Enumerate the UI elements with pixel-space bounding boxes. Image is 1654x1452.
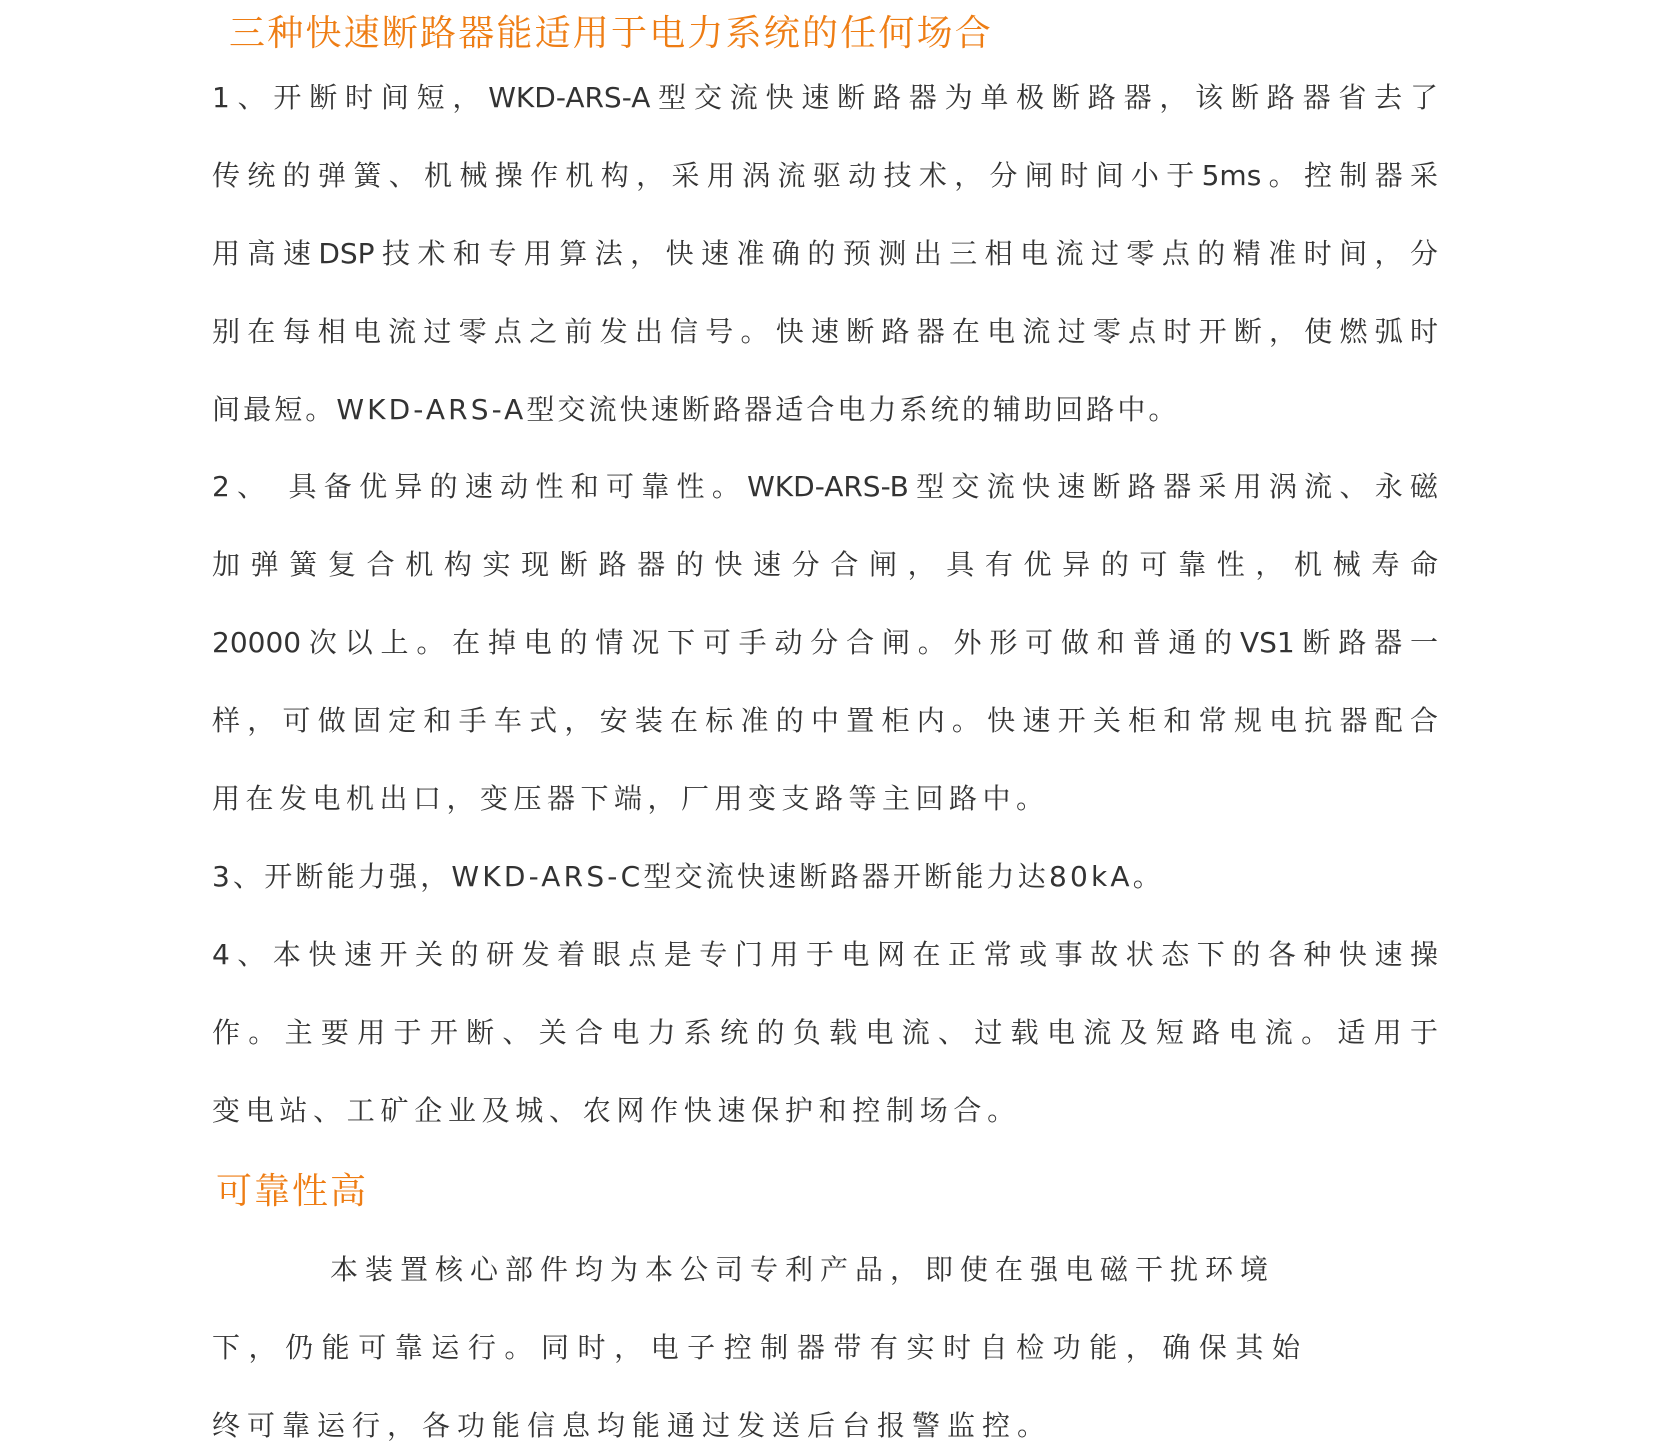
paragraph-line: 变电站、工矿企业及城、农网作快速保护和控制场合。 <box>212 1094 1021 1127</box>
paragraph-line: 用高速DSP技术和专用算法，快速准确的预测出三相电流过零点的精准时间，分 <box>212 237 1438 270</box>
paragraph-line: 2、 具备优异的速动性和可靠性。WKD-ARS-B型交流快速断路器采用涡流、永磁 <box>212 470 1438 503</box>
paragraph-line: 3、开断能力强，WKD-ARS-C型交流快速断路器开断能力达80kA。 <box>212 860 1164 893</box>
paragraph-line: 间最短。WKD-ARS-A型交流快速断路器适合电力系统的辅助回路中。 <box>212 393 1180 426</box>
section-title-any-occasion: 三种快速断路器能适用于电力系统的任何场合 <box>229 13 994 54</box>
paragraph-line: 下，仍能可靠运行。同时，电子控制器带有实时自检功能，确保其始 <box>212 1331 1300 1364</box>
paragraph-line: 20000次以上。在掉电的情况下可手动分合闸。外形可做和普通的VS1断路器一 <box>212 626 1438 659</box>
paragraph-line: 用在发电机出口，变压器下端，厂用变支路等主回路中。 <box>212 782 1050 815</box>
paragraph-line: 1、开断时间短，WKD-ARS-A型交流快速断路器为单极断路器，该断路器省去了 <box>212 81 1438 114</box>
section-title-high-reliability: 可靠性高 <box>216 1171 369 1212</box>
paragraph-line: 别在每相电流过零点之前发出信号。快速断路器在电流过零点时开断，使燃弧时 <box>212 315 1438 348</box>
paragraph-line: 4、本快速开关的研发着眼点是专门用于电网在正常或事故状态下的各种快速操 <box>212 938 1438 971</box>
paragraph-line: 加弹簧复合机构实现断路器的快速分合闸，具有优异的可靠性，机械寿命 <box>212 548 1438 581</box>
paragraph-line: 作。主要用于开断、关合电力系统的负载电流、过载电流及短路电流。适用于 <box>212 1016 1438 1049</box>
paragraph-line: 本装置核心部件均为本公司专利产品，即使在强电磁干扰环境 <box>330 1253 1276 1286</box>
paragraph-line: 传统的弹簧、机械操作机构，采用涡流驱动技术，分闸时间小于5ms。控制器采 <box>212 159 1438 192</box>
paragraph-line: 样，可做固定和手车式，安装在标准的中置柜内。快速开关柜和常规电抗器配合 <box>212 704 1438 737</box>
paragraph-line: 终可靠运行，各功能信息均能通过发送后台报警监控。 <box>212 1409 1053 1442</box>
